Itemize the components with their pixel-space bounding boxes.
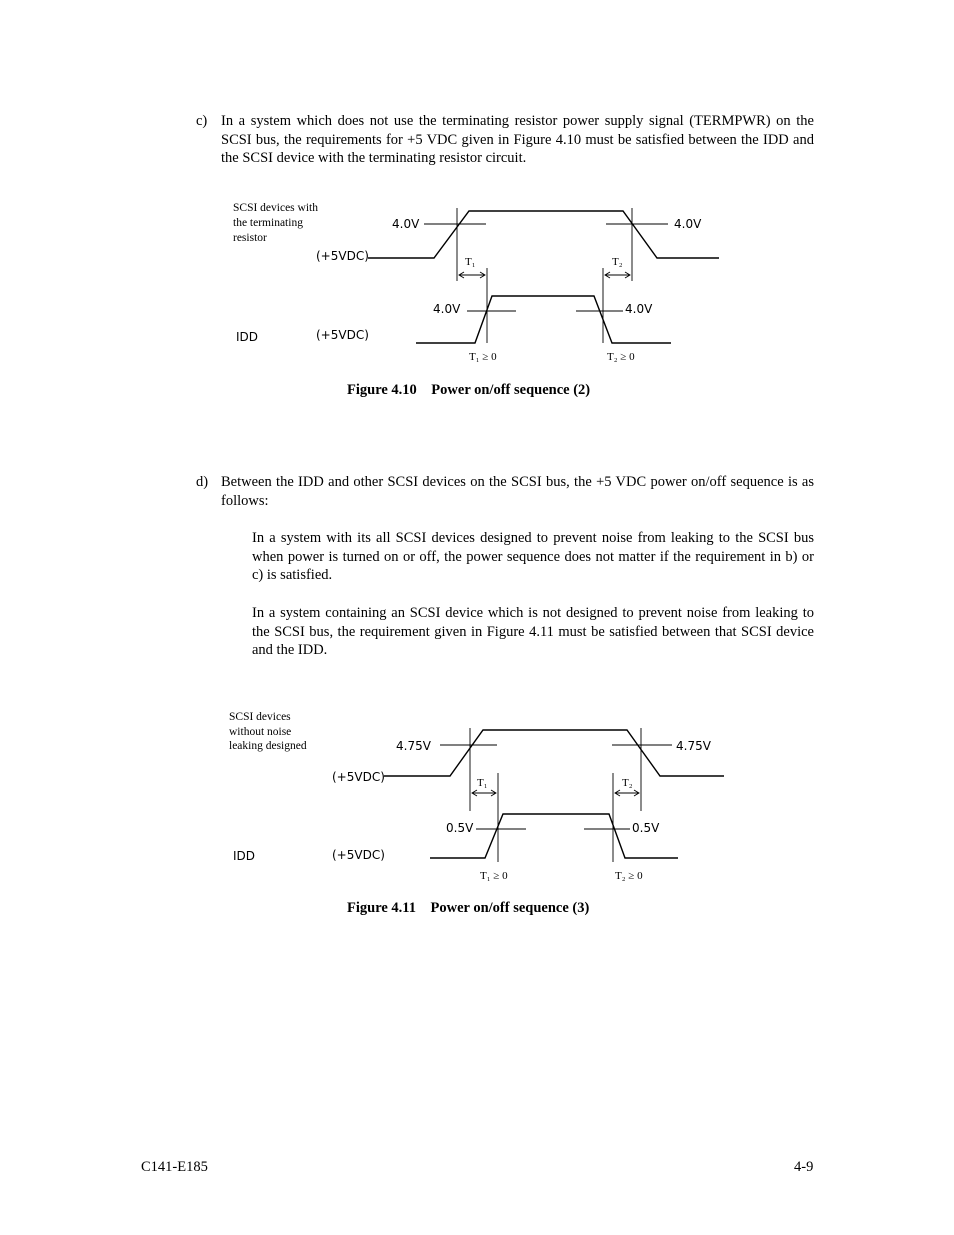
fig411-t2-cond: T₂ ≥ 0: [615, 870, 643, 882]
item-c-text: In a system which does not use the terminating resistor power supply signal (TERMPWR) on the SCSI bus, the requirements for +5 VDC given in Figure 4.10 must be satisfied between the IDD and the SCSI device with the terminating resistor circuit.: [221, 113, 814, 166]
fig410-v-top-right: 4.0V: [674, 217, 702, 231]
fig411-v-top-left: 4.75V: [396, 739, 431, 753]
fig411-t1: T₁: [477, 777, 488, 789]
fig410-idd-label: IDD: [236, 330, 259, 344]
fig410-signal-top: (+5VDC): [316, 249, 369, 263]
fig410-t1-cond: T₁ ≥ 0: [469, 351, 497, 363]
fig411-idd-label: IDD: [233, 849, 256, 863]
fig410-device-label-1: SCSI devices with: [233, 202, 318, 214]
fig411-v-top-right: 4.75V: [676, 739, 711, 753]
fig411-caption: Figure 4.11 Power on/off sequence (3): [347, 900, 590, 916]
fig411-v-bot-right: 0.5V: [632, 821, 660, 835]
item-d-text: Between the IDD and other SCSI devices on the SCSI bus, the +5 VDC power on/off sequence is as follows:: [221, 474, 814, 509]
fig410-device-label-3: resistor: [233, 232, 267, 244]
fig411-top-waveform: [384, 730, 724, 776]
fig411-t1-cond: T₁ ≥ 0: [480, 870, 508, 882]
fig411-device-label-3: leaking designed: [229, 740, 307, 752]
footer-page-number: 4-9: [794, 1159, 814, 1175]
fig411-device-label-1: SCSI devices: [229, 711, 291, 723]
fig411-bottom-waveform: [430, 814, 678, 858]
fig411-signal-bottom: (+5VDC): [332, 848, 385, 862]
item-d-sub1: In a system with its all SCSI devices designed to prevent noise from leaking to the SCSI bus when power is turned on or off, the power sequence does not matter if the requirement in b) or c) is satisfied.: [252, 530, 814, 583]
fig410-t1: T₁: [465, 256, 476, 268]
fig411-device-label-2: without noise: [229, 726, 292, 738]
fig410-t2-cond: T₂ ≥ 0: [607, 351, 635, 363]
footer-doc-id: C141-E185: [141, 1159, 208, 1175]
fig410-device-label-2: the terminating: [233, 217, 303, 229]
fig410-v-bot-left: 4.0V: [433, 302, 461, 316]
item-d-letter: d): [196, 474, 209, 490]
fig411-signal-top: (+5VDC): [332, 770, 385, 784]
fig410-signal-bottom: (+5VDC): [316, 328, 369, 342]
item-c-letter: c): [196, 113, 208, 129]
fig410-v-top-left: 4.0V: [392, 217, 420, 231]
fig411-t2: T₂: [622, 777, 633, 789]
fig410-t2: T₂: [612, 256, 623, 268]
item-d-sub2: In a system containing an SCSI device which is not designed to prevent noise from leaking to the SCSI bus, the requirement given in Figure 4.11 must be satisfied between that SCSI device and the IDD.: [252, 605, 814, 658]
fig410-caption: Figure 4.10 Power on/off sequence (2): [347, 382, 591, 398]
fig410-v-bot-right: 4.0V: [625, 302, 653, 316]
fig411-v-bot-left: 0.5V: [446, 821, 474, 835]
